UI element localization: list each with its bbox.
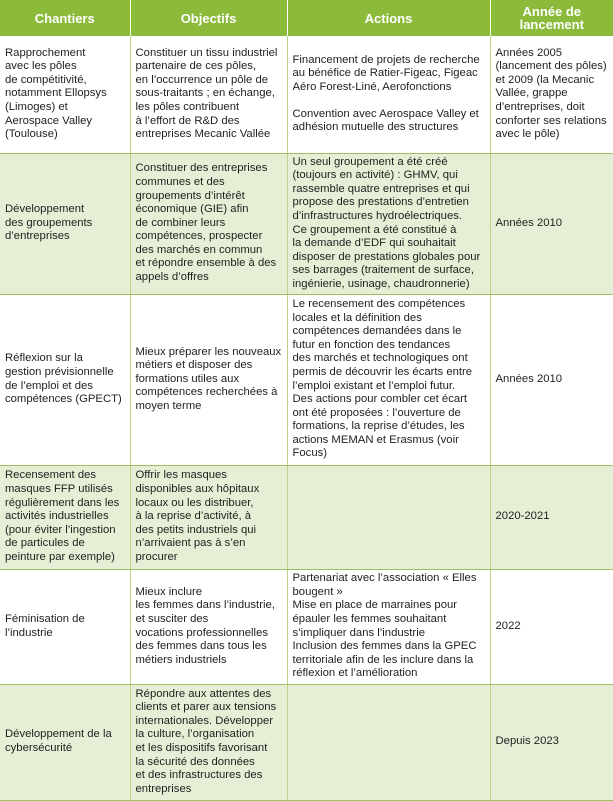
cell-line: les femmes dans l’industrie,	[135, 599, 275, 612]
cell-line: des femmes dans tous les	[135, 640, 267, 653]
cell-annee	[490, 153, 613, 294]
table-row	[0, 153, 613, 294]
cell-line: cybersécurité	[5, 742, 73, 754]
cell-line: notamment Ellopsys	[5, 87, 107, 100]
cell-line: moyen terme	[135, 399, 202, 412]
cell-line: ses barrages (traitement de surface,	[292, 264, 474, 277]
cell-line: (lancement des pôles)	[495, 60, 607, 73]
cell-line: Vallée, grappe	[495, 87, 568, 100]
cell-line: à l’effort de R&D des	[135, 114, 240, 127]
cell-line: territoriale afin de les inclure dans la	[292, 653, 474, 666]
cell-annee	[490, 684, 613, 800]
cell-objectif	[130, 153, 287, 294]
cell-line: la sécurité des données	[135, 755, 255, 768]
cell-line: adhésion mutuelle des structures	[292, 121, 459, 134]
cell-line: conforter ses relations	[495, 114, 607, 127]
cell-line: (pour éviter l’ingestion	[5, 523, 116, 536]
cell-line: appels d’offres	[135, 271, 209, 284]
cell-line: Partenariat avec l’association « Elles	[292, 572, 477, 585]
cell-annee	[490, 36, 613, 153]
cell-line: vocations professionnelles	[135, 626, 269, 639]
cell-line: compétences recherchées à	[135, 386, 278, 399]
cell-line: des petits industriels qui	[135, 523, 257, 536]
cell-line: et répondre ensemble à des	[135, 257, 277, 270]
cell-line: de particules de	[5, 537, 85, 550]
header-annee-de-lancement	[490, 0, 613, 36]
cell-line: Années 2010	[495, 216, 563, 229]
cell-line: et les dispositifs favorisant	[135, 742, 268, 754]
cell-line: groupements d’intérêt	[135, 189, 245, 202]
cell-line: partenaire de ces pôles,	[135, 60, 257, 73]
cell-line: internationales. Développer	[135, 714, 274, 727]
cell-actions	[287, 465, 490, 569]
cell-line: entreprises	[135, 782, 192, 795]
cell-line: et susciter des	[135, 612, 209, 625]
cell-line: sous-traitants ; en échange,	[135, 87, 275, 100]
cell-line: l’industrie	[5, 626, 53, 639]
cell-line: Mieux inclure	[135, 585, 203, 598]
cell-line: économique (GIE) afin	[135, 203, 249, 216]
cell-line: compétences (GPECT)	[5, 393, 122, 406]
cell-line: Ce groupement a été constitué à	[292, 223, 457, 236]
cell-line: compétences demandées dans le	[292, 325, 462, 338]
cell-line: Inclusion des femmes dans la GPEC	[292, 640, 477, 653]
cell-line: avec les pôles	[5, 60, 77, 73]
cell-line: avec le pôle)	[495, 128, 560, 141]
cell-line: ont été proposées : l’ouverture de	[292, 406, 461, 419]
cell-line: Financement de projets de recherche	[292, 53, 480, 66]
cell-line: 2022	[495, 619, 521, 632]
cell-chantier	[0, 569, 130, 684]
cell-line: réflexion et l’amélioration	[292, 667, 418, 680]
cell-line: et des infrastructures des	[135, 769, 263, 782]
cell-line: (toujours en activité) : GHMV, qui	[292, 169, 458, 182]
cell-annee	[490, 294, 613, 465]
cell-line: au bénéfice de Ratier-Figeac, Figeac	[292, 67, 478, 80]
cell-line: Depuis 2023	[495, 735, 559, 748]
cell-line: Développement	[5, 203, 85, 216]
cell-actions	[287, 569, 490, 684]
cell-line: activités industrielles	[5, 510, 109, 523]
cell-line: épauler les femmes souhaitant	[292, 612, 447, 625]
table-row	[0, 36, 613, 153]
cell-objectif	[130, 36, 287, 153]
header-annee-line-2: lancement	[519, 17, 584, 32]
cell-line: formations utiles aux	[135, 372, 240, 385]
cell-line: Recensement des	[5, 469, 97, 482]
cell-line: et 2009 (la Mecanic	[495, 73, 595, 86]
header-actions: Actions	[287, 0, 490, 36]
cell-line: à la reprise d’activité, à	[135, 510, 252, 523]
cell-line: actions MEMAN et Erasmus (voir	[292, 433, 459, 446]
cell-line: des marchés en commun	[135, 243, 263, 256]
header-chantiers: Chantiers	[0, 0, 130, 36]
cell-line: d’entreprises	[5, 230, 70, 243]
paragraph-gap	[293, 95, 486, 108]
cell-line: Des actions pour combler cet écart	[292, 393, 468, 406]
cell-line: d’infrastructures hydroélectriques.	[292, 209, 463, 222]
cell-objectif	[130, 294, 287, 465]
cell-line: compétences, prospecter	[135, 230, 263, 243]
cell-line: Années 2005	[495, 46, 563, 59]
table-row	[0, 684, 613, 800]
cell-line: gestion prévisionnelle	[5, 365, 114, 378]
cell-chantier	[0, 153, 130, 294]
cell-annee	[490, 465, 613, 569]
cell-line: Focus)	[292, 447, 328, 460]
cell-line: 2020-2021	[495, 510, 550, 523]
table-row	[0, 465, 613, 569]
cell-line: futur en fonction des tendances	[292, 338, 451, 351]
cell-line: (Limoges) et	[5, 101, 68, 114]
cell-objectif	[130, 684, 287, 800]
cell-objectif	[130, 569, 287, 684]
cell-line: Constituer des entreprises	[135, 162, 268, 175]
cell-line: Offrir les masques	[135, 469, 227, 482]
cell-line: Mise en place de marraines pour	[292, 599, 458, 612]
cell-chantier	[0, 294, 130, 465]
cell-annee	[490, 569, 613, 684]
cell-line: s’impliquer dans l’industrie	[292, 626, 425, 639]
cell-line: Aerospace Valley	[5, 114, 93, 127]
cell-line: permis de découvrir les écarts entre	[292, 365, 473, 378]
cell-line: Aéro Forest-Liné, Aerofonctions	[292, 80, 452, 93]
table-row	[0, 569, 613, 684]
cell-line: de l’emploi et des	[5, 379, 93, 392]
cell-line: masques FFP utilisés	[5, 483, 113, 496]
cell-line: en l’occurrence un pôle de	[135, 73, 269, 86]
cell-line: des groupements	[5, 216, 93, 229]
cell-line: les pôles contribuent	[135, 101, 240, 114]
header-annee-line-1: Année de	[522, 4, 581, 19]
cell-line: ingénierie, usinage, chaudronnerie)	[292, 277, 470, 290]
table-row	[0, 294, 613, 465]
cell-line: entreprises Mecanic Vallée	[135, 128, 271, 141]
cell-line: rassemble quatre entreprises et qui	[292, 182, 470, 195]
cell-line: locales et la définition des	[292, 311, 422, 324]
cell-line: métiers et disposer des	[135, 359, 253, 372]
cell-line: disposer de prestations globales pour	[292, 250, 481, 263]
cell-actions	[287, 36, 490, 153]
cell-line: de compétitivité,	[5, 73, 87, 86]
cell-line: Années 2010	[495, 372, 563, 385]
cell-line: Rapprochement	[5, 46, 86, 59]
cell-chantier	[0, 36, 130, 153]
cell-line: Convention avec Aerospace Valley et	[292, 107, 479, 120]
cell-actions	[287, 684, 490, 800]
cell-line: des marchés et technologiques ont	[292, 352, 468, 365]
cell-chantier	[0, 465, 130, 569]
cell-line: de combiner leurs	[135, 216, 226, 229]
cell-line: (Toulouse)	[5, 128, 58, 141]
cell-line: Réflexion sur la	[5, 352, 83, 365]
cell-objectif	[130, 465, 287, 569]
cell-line: Le recensement des compétences	[292, 297, 466, 310]
cell-line: régulièrement dans les	[5, 496, 120, 509]
cell-actions	[287, 153, 490, 294]
cell-line: communes et des	[135, 175, 225, 188]
cell-line: l’emploi existant et l’emploi futur.	[292, 379, 456, 392]
cell-line: d’entreprises, doit	[495, 101, 585, 114]
cell-line: Un seul groupement a été créé	[292, 155, 448, 168]
cell-chantier	[0, 684, 130, 800]
cell-line: clients et parer aux tensions	[135, 701, 277, 714]
cell-line: la culture, l’organisation	[135, 728, 255, 741]
cell-line: propose des prestations d’entretien	[292, 196, 469, 209]
cell-line: Répondre aux attentes des	[135, 687, 272, 700]
cell-line: procurer	[135, 550, 178, 563]
cell-line: disponibles aux hôpitaux	[135, 483, 260, 496]
cell-line: n’arrivaient pas à s’en	[135, 537, 246, 550]
cell-line: Développement de la	[5, 728, 112, 741]
cell-line: la demande d’EDF qui souhaitait	[292, 237, 456, 250]
cell-line: peinture par exemple)	[5, 550, 115, 563]
header-objectifs: Objectifs	[130, 0, 287, 36]
cell-actions	[287, 294, 490, 465]
cell-line: Féminisation de	[5, 612, 85, 625]
cell-line: Constituer un tissu industriel	[135, 46, 278, 59]
cell-line: Mieux préparer les nouveaux	[135, 345, 282, 358]
header-row	[0, 0, 613, 36]
cell-line: bougent »	[292, 585, 343, 598]
cell-line: métiers industriels	[135, 653, 227, 666]
cell-line: locaux ou les distribuer,	[135, 496, 254, 509]
cell-line: formations, la reprise d’études, les	[292, 420, 465, 433]
